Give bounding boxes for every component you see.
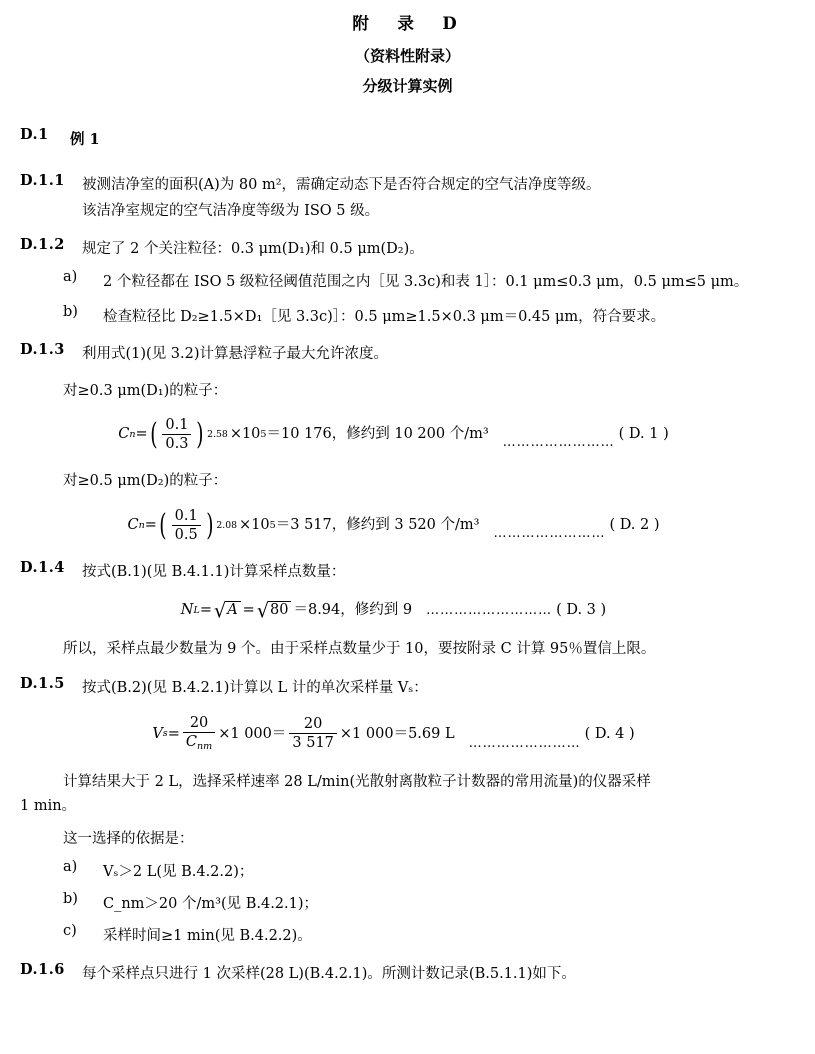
clause-d11-number: D.1.1 bbox=[20, 171, 65, 189]
clause-d11-line2: 该洁净室规定的空气洁净度等级为 ISO 5 级。 bbox=[82, 203, 380, 220]
list-item-text: C_nm＞20 个/m³(见 B.4.2.1)； bbox=[103, 896, 319, 913]
document-page bbox=[0, 16, 815, 1054]
appendix-subtitle-2: 分级计算实例 bbox=[362, 76, 453, 95]
clause-d15 bbox=[20, 674, 767, 700]
list-item bbox=[63, 305, 767, 331]
equation-d3-radicand-2: 80 bbox=[268, 601, 291, 620]
list-item-text: 检查粒径比 D₂≥1.5×D₁［见 3.3c)］：0.5 μm≥1.5×0.3 μm＝0.45 μm，符合要求。 bbox=[103, 309, 666, 326]
equation-d1: C n = ( $\frac{0.1}{0.3}$ ) 2.58 ×10 5 ＝10 176，修约到 10 200 个/m³ …………………… ( D. 1 ) bbox=[118, 417, 669, 453]
equation-d1-lhs-sub: n bbox=[129, 428, 136, 440]
equation-d4-denominator-1-sub: nm bbox=[196, 741, 213, 753]
clause-d16 bbox=[20, 960, 767, 986]
equation-d1-exponent: 2.58 bbox=[207, 429, 228, 441]
equation-d4-tail: ×1 000＝5.69 L bbox=[339, 725, 455, 742]
equation-d4-tag: ( D. 4 ) bbox=[584, 725, 635, 742]
list-item-text: 2 个粒径都在 ISO 5 级粒径阈值范围之内［见 3.3c)和表 1］：0.1 μm≤0.3 μm，0.5 μm≤5 μm。 bbox=[103, 274, 749, 291]
equation-d3-leader: ……………………… bbox=[426, 603, 553, 619]
list-item-marker: b) bbox=[63, 304, 78, 321]
document-body bbox=[20, 125, 767, 987]
equation-d1-multiplier-exp: 5 bbox=[260, 428, 267, 440]
clause-d1-label: 例 1 bbox=[70, 130, 100, 148]
clause-d14-number: D.1.4 bbox=[20, 559, 65, 577]
equation-d4-denominator-1: C bbox=[185, 734, 197, 751]
equation-d2-exponent: 2.08 bbox=[216, 520, 238, 532]
clause-d12-number: D.1.2 bbox=[20, 235, 65, 253]
list-item bbox=[63, 924, 767, 950]
clause-d13 bbox=[20, 343, 767, 366]
clause-d12-text: 规定了 2 个关注粒径：0.3 μm(D₁)和 0.5 μm(D₂)。 bbox=[82, 240, 424, 257]
clause-d15-after-1: 计算结果大于 2 L，选择采样速率 28 L/min(光散射离散粒子计数器的常用流量)的仪器采样 bbox=[63, 773, 651, 790]
clause-d14-text: 按式(B.1)(见 B.4.1.1)计算采样点数量： bbox=[82, 564, 346, 581]
list-item-text: Vₛ＞2 L(见 B.4.2.2)； bbox=[103, 864, 254, 881]
equation-d2-multiplier-exp: 5 bbox=[269, 519, 276, 531]
equation-d2-result: ＝3 517，修约到 3 520 个/m³ bbox=[275, 517, 480, 534]
clause-d14 bbox=[20, 561, 767, 584]
equation-d3-tag: ( D. 3 ) bbox=[556, 602, 607, 619]
list-item bbox=[63, 270, 767, 296]
equation-d2-lhs-sub: n bbox=[138, 519, 145, 531]
equation-d2-leader: …………………… bbox=[493, 526, 606, 542]
equation-d1-result: ＝10 176，修约到 10 200 个/m³ bbox=[266, 426, 489, 443]
clause-d16-number: D.1.6 bbox=[20, 960, 65, 978]
equation-d2-tag: ( D. 2 ) bbox=[609, 517, 660, 534]
appendix-subtitle: （资料性附录） bbox=[354, 46, 460, 65]
equation-d1-denominator: 0.3 bbox=[162, 434, 191, 452]
clause-d14-after: 所以，采样点最少数量为 9 个。由于采样点数量少于 10，要按附录 C 计算 95％置信上限。 bbox=[63, 641, 656, 658]
equation-d4-mid: ×1 000＝ bbox=[218, 725, 287, 742]
equation-d4-numerator-2: 20 bbox=[303, 716, 323, 733]
clause-d13-number: D.1.3 bbox=[20, 341, 65, 359]
clause-d11-text: 被测洁净室的面积(A)为 80 m²，需确定动态下是否符合规定的空气洁净度等级。 bbox=[82, 176, 601, 193]
equation-d4-numerator-1: 20 bbox=[189, 715, 209, 732]
clause-d1-number: D.1 bbox=[20, 125, 49, 143]
clause-d15-after-1-cont: 1 min。 bbox=[20, 798, 77, 815]
clause-d15-text: 按式(B.2)(见 B.4.2.1)计算以 L 计的单次采样量 Vₛ： bbox=[82, 679, 428, 696]
equation-d3: N L = √ A = √ 80 ＝8.94，修约到 9 ……………………… ( D. 3 ) bbox=[180, 598, 607, 623]
list-item bbox=[63, 860, 767, 886]
equation-d1-numerator: 0.1 bbox=[165, 417, 189, 433]
equation-d3-result: ＝8.94，修约到 9 bbox=[293, 602, 413, 619]
equation-d4-denominator-2: 3 517 bbox=[289, 733, 337, 751]
equation-d4-lhs: V bbox=[152, 725, 163, 742]
equation-d3-radicand-1: A bbox=[225, 601, 240, 620]
list-item-marker: a) bbox=[63, 269, 78, 286]
clause-d15-after-2: 这一选择的依据是： bbox=[63, 830, 194, 847]
equation-d4: V s = $\frac{20}{C_{nm}}$ ×1 000＝ $\frac{20}{3 517}$ ×1 000＝5.69 L …………………… ( D. 4 ) bbox=[152, 715, 635, 753]
list-item-marker: c) bbox=[63, 922, 77, 939]
equation-d2-denominator: 0.5 bbox=[172, 525, 201, 543]
list-item-text: 采样时间≥1 min(见 B.4.2.2)。 bbox=[103, 927, 312, 944]
equation-d3-lhs-sub: L bbox=[193, 604, 200, 616]
clause-d13-text: 利用式(1)(见 3.2)计算悬浮粒子最大允许浓度。 bbox=[82, 346, 389, 363]
list-item bbox=[63, 892, 767, 918]
list-item-marker: a) bbox=[63, 859, 78, 876]
equation-d1-multiplier: ×10 bbox=[229, 426, 261, 443]
clause-d15-number: D.1.5 bbox=[20, 674, 65, 692]
equation-d1-lhs: C bbox=[118, 426, 130, 443]
equation-d4-leader: …………………… bbox=[468, 735, 581, 751]
clause-d12 bbox=[20, 235, 767, 261]
equation-d1-leader: …………………… bbox=[502, 435, 615, 451]
equation-d2: C n = ( $\frac{0.1}{0.5}$ ) 2.08 ×10 5 ＝3 517，修约到 3 520 个/m³ …………………… ( D. 2 ) bbox=[127, 507, 660, 544]
equation-d2-multiplier: ×10 bbox=[239, 517, 270, 534]
equation-d1-lead: 对≥0.3 μm(D₁)的粒子： bbox=[63, 382, 228, 399]
clause-d11 bbox=[20, 171, 767, 197]
equation-d3-lhs: N bbox=[180, 602, 194, 619]
clause-d16-text: 每个采样点只进行 1 次采样(28 L)(B.4.2.1)。所测计数记录(B.5.1.1)如下。 bbox=[82, 965, 576, 982]
appendix-title: 附 录 D bbox=[352, 14, 463, 33]
equation-d2-lhs: C bbox=[127, 517, 139, 534]
clause-d1 bbox=[20, 125, 767, 151]
equation-d2-lead: 对≥0.5 μm(D₂)的粒子： bbox=[63, 473, 228, 490]
equation-d4-lhs-sub: s bbox=[162, 728, 168, 740]
equation-d2-numerator: 0.1 bbox=[174, 507, 198, 524]
list-item-marker: b) bbox=[63, 891, 78, 908]
equation-d1-tag: ( D. 1 ) bbox=[618, 426, 669, 443]
